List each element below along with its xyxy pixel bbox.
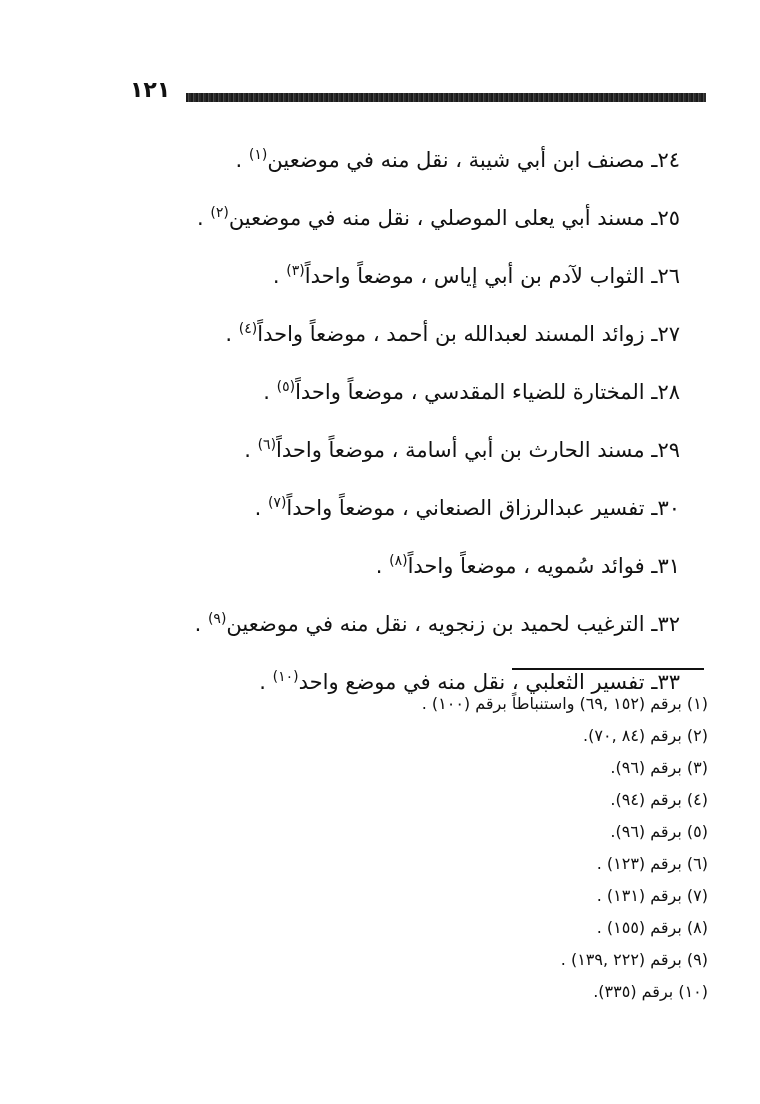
entry-24	[60, 140, 680, 198]
entry-26	[60, 256, 680, 314]
entries-list	[60, 140, 680, 720]
entry-30	[60, 488, 680, 546]
footnote-marker: (٢)	[210, 205, 229, 221]
footnote-rule	[512, 668, 704, 670]
entry-text: ٢٨ـ المختارة للضياء المقدسي ، موضعاً واحداً	[295, 380, 680, 404]
footnotes-list	[148, 690, 708, 1010]
entry-text: ٣٣ـ تفسير الثعلبي ، نقل منه في موضع واحد	[298, 670, 680, 694]
entry-text: ٢٩ـ مسند الحارث بن أبي أسامة ، موضعاً واحداً	[276, 438, 680, 462]
entry-text: ٢٥ـ مسند أبي يعلى الموصلي ، نقل منه في موضعين	[228, 206, 680, 230]
footnote-3: (٣) برقم (٩٦).	[610, 758, 708, 777]
footnote-9: (٩) برقم (٢٢٢ ,١٣٩) .	[560, 950, 708, 969]
entry-text: ٣٠ـ تفسير عبدالرزاق الصنعاني ، موضعاً واحداً	[286, 496, 680, 520]
footnote-marker: (١)	[248, 147, 268, 163]
entry-28	[60, 372, 680, 430]
entry-text: ٣٢ـ الترغيب لحميد بن زنجويه ، نقل منه في موضعين	[226, 612, 680, 636]
footnote-marker: (٨)	[389, 553, 408, 569]
footnote-5: (٥) برقم (٩٦).	[610, 822, 708, 841]
page-number: ١٢١	[130, 78, 171, 103]
entry-27	[60, 314, 680, 372]
footnote-4: (٤) برقم (٩٤).	[610, 790, 708, 809]
entry-end: .	[225, 322, 239, 346]
entry-end: .	[235, 148, 249, 172]
footnote-2: (٢) برقم (٨٤ ,٧٠).	[583, 726, 708, 745]
footnote-marker: (٧)	[267, 495, 287, 511]
footnote-1: (١) برقم (١٥٢ ,٦٩) واستنباطاً برقم (١٠٠) .	[421, 694, 708, 713]
footnote-marker: (٩)	[207, 611, 227, 627]
entry-29	[60, 430, 680, 488]
entry-end: .	[244, 438, 258, 462]
header-rule	[186, 93, 706, 102]
footnote-marker: (٣)	[286, 263, 305, 279]
footnote-marker: (٤)	[238, 321, 258, 337]
footnote-7: (٧) برقم (١٣١) .	[596, 886, 708, 905]
entry-end: .	[254, 496, 268, 520]
entry-text: ٢٤ـ مصنف ابن أبي شيبة ، نقل منه في موضعين	[267, 148, 680, 172]
entry-text: ٣١ـ فوائد سُمويه ، موضعاً واحداً	[407, 554, 680, 578]
footnote-marker: (٥)	[276, 379, 296, 395]
entry-25	[60, 198, 680, 256]
entry-end: .	[259, 670, 273, 694]
entry-end: .	[272, 264, 287, 288]
entry-31	[60, 546, 680, 604]
footnote-marker: (٦)	[257, 437, 277, 453]
footnote-8: (٨) برقم (١٥٥) .	[596, 918, 708, 937]
entry-end: .	[263, 380, 277, 404]
footnote-10: (١٠) برقم (٣٣٥).	[593, 982, 708, 1001]
entry-text: ٢٧ـ زوائد المسند لعبدالله بن أحمد ، موضعاً واحداً	[257, 322, 680, 346]
entry-end: .	[196, 206, 211, 230]
entry-text: ٢٦ـ الثواب لآدم بن أبي إياس ، موضعاً واحداً	[304, 264, 680, 288]
footnote-marker: (١٠)	[272, 669, 299, 685]
entry-end: .	[194, 612, 208, 636]
footnote-6: (٦) برقم (١٢٣) .	[596, 854, 708, 873]
entry-end: .	[375, 554, 390, 578]
entry-32	[60, 604, 680, 662]
